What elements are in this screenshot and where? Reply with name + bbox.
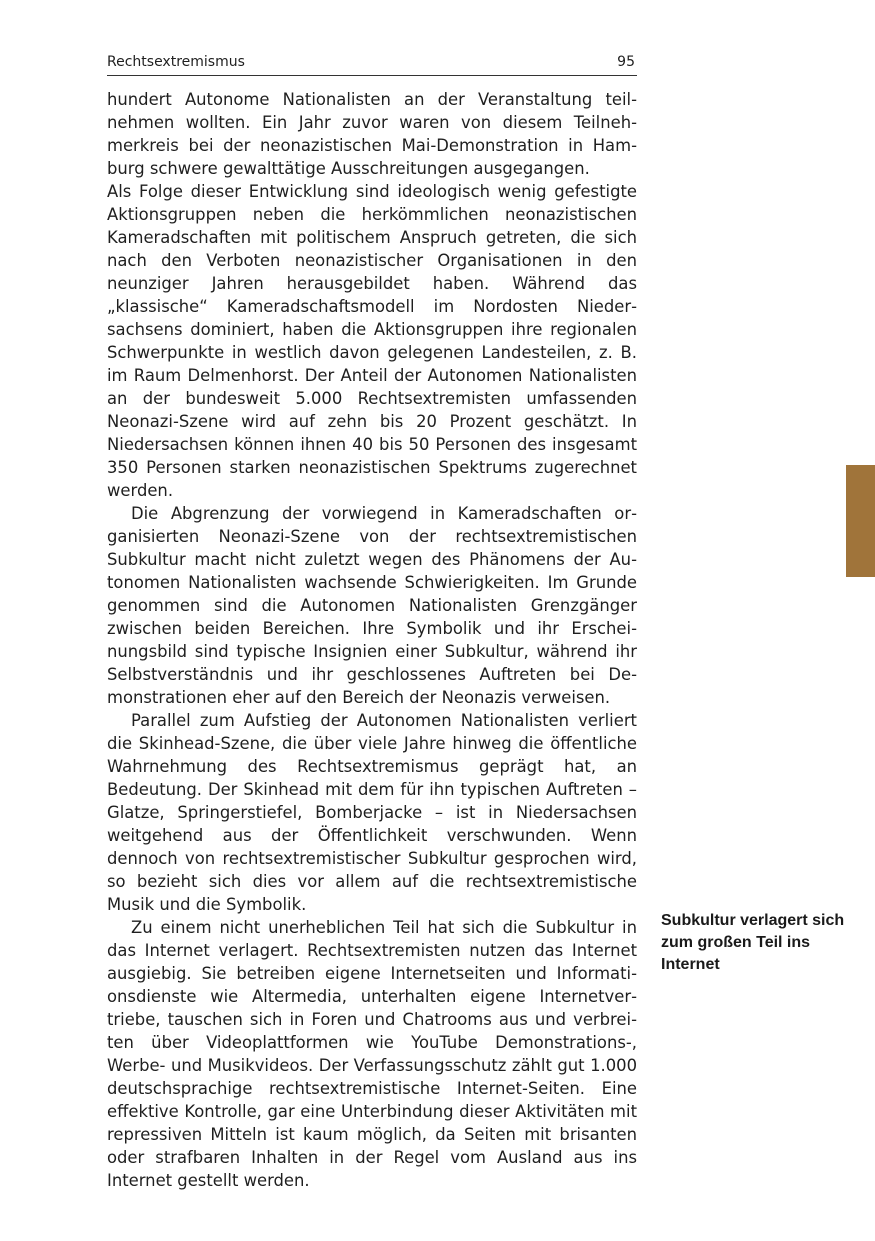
body-text — [107, 88, 637, 1192]
running-head — [107, 52, 637, 74]
running-title: Rechtsextremismus — [107, 54, 245, 70]
header-rule — [107, 75, 637, 76]
margin-note: Subkultur verlagert sich zum großen Teil ins Internet — [661, 912, 845, 973]
page-number: 95 — [617, 54, 635, 70]
paragraph-1: hundert Autonome Nationalisten an der Veranstaltung teilnehmen wollten. Ein Jahr zuvor waren von diesem Teilnehmerkreis bei der neonazistischen Mai-Demonstration in Hamburg schwere gewalttätige Ausschreitungen ausgegangen. — [107, 90, 637, 178]
paragraph-5: Zu einem nicht unerheblichen Teil hat sich die Subkultur in das Internet verlagert. Rechtsextremisten nutzen das Internet ausgiebig. Sie betreiben eigene Internetseiten und Informationsdienste wie Altermedia, unterhalten eigene Internetvertriebe, tauschen sich in Foren und Chatrooms aus und verbreiten über Videoplattformen wie YouTube Demonstrations-, Werbe- und Musikvideos. Der Verfassungsschutz zählt gut 1.000 deutschsprachige rechtsextremistische Internet-Seiten. Eine effektive Kontrolle, gar eine Unterbindung dieser Aktivitäten mit repressiven Mitteln ist kaum möglich, da Seiten mit brisanten oder strafbaren Inhalten in der Regel vom Ausland aus ins Internet gestellt werden. — [107, 918, 637, 1190]
paragraph-4: Parallel zum Aufstieg der Autonomen Nationalisten verliert die Skinhead-Szene, die über viele Jahre hinweg die öffentliche Wahrnehmung des Rechtsextremismus geprägt hat, an Bedeutung. Der Skinhead mit dem für ihn typischen Auftreten – Glatze, Springerstiefel, Bomberjacke – ist in Niedersachsen weitgehend aus der Öffentlichkeit verschwunden. Wenn dennoch von rechtsextremistischer Subkultur gesprochen wird, so bezieht sich dies vor allem auf die rechtsextremistische Musik und die Symbolik. — [107, 711, 637, 914]
paragraph-3: Die Abgrenzung der vorwiegend in Kameradschaften organisierten Neonazi-Szene von der rechtsextremistischen Subkultur macht nicht zuletzt wegen des Phänomens der Autonomen Nationalisten wachsende Schwierigkeiten. Im Grunde genommen sind die Autonomen Nationalisten Grenzgänger zwischen beiden Bereichen. Ihre Symbolik und ihr Erscheinungsbild sind typische Insignien einer Subkultur, während ihr Selbstverständnis und ihr geschlossenes Auftreten bei Demonstrationen eher auf den Bereich der Neonazis verweisen. — [107, 504, 637, 707]
chapter-thumb-tab — [846, 465, 875, 577]
paragraph-2: Als Folge dieser Entwicklung sind ideologisch wenig gefestigte Aktionsgruppen neben die herkömmlichen neonazistischen Kameradschaften mit politischem Anspruch getreten, die sich nach den Verboten neonazistischer Organisationen in den neunziger Jahren herausgebildet haben. Während das „klassische“ Kameradschaftsmodell im Nordosten Niedersachsens dominiert, haben die Aktionsgruppen ihre regionalen Schwerpunkte in westlich davon gelegenen Landesteilen, z. B. im Raum Delmenhorst. Der Anteil der Autonomen Nationalisten an der bundesweit 5.000 Rechtsextremisten umfassenden Neonazi-Szene wird auf zehn bis 20 Prozent geschätzt. In Niedersachsen können ihnen 40 bis 50 Personen des insgesamt 350 Personen starken neonazistischen Spektrums zugerechnet werden. — [107, 182, 637, 500]
